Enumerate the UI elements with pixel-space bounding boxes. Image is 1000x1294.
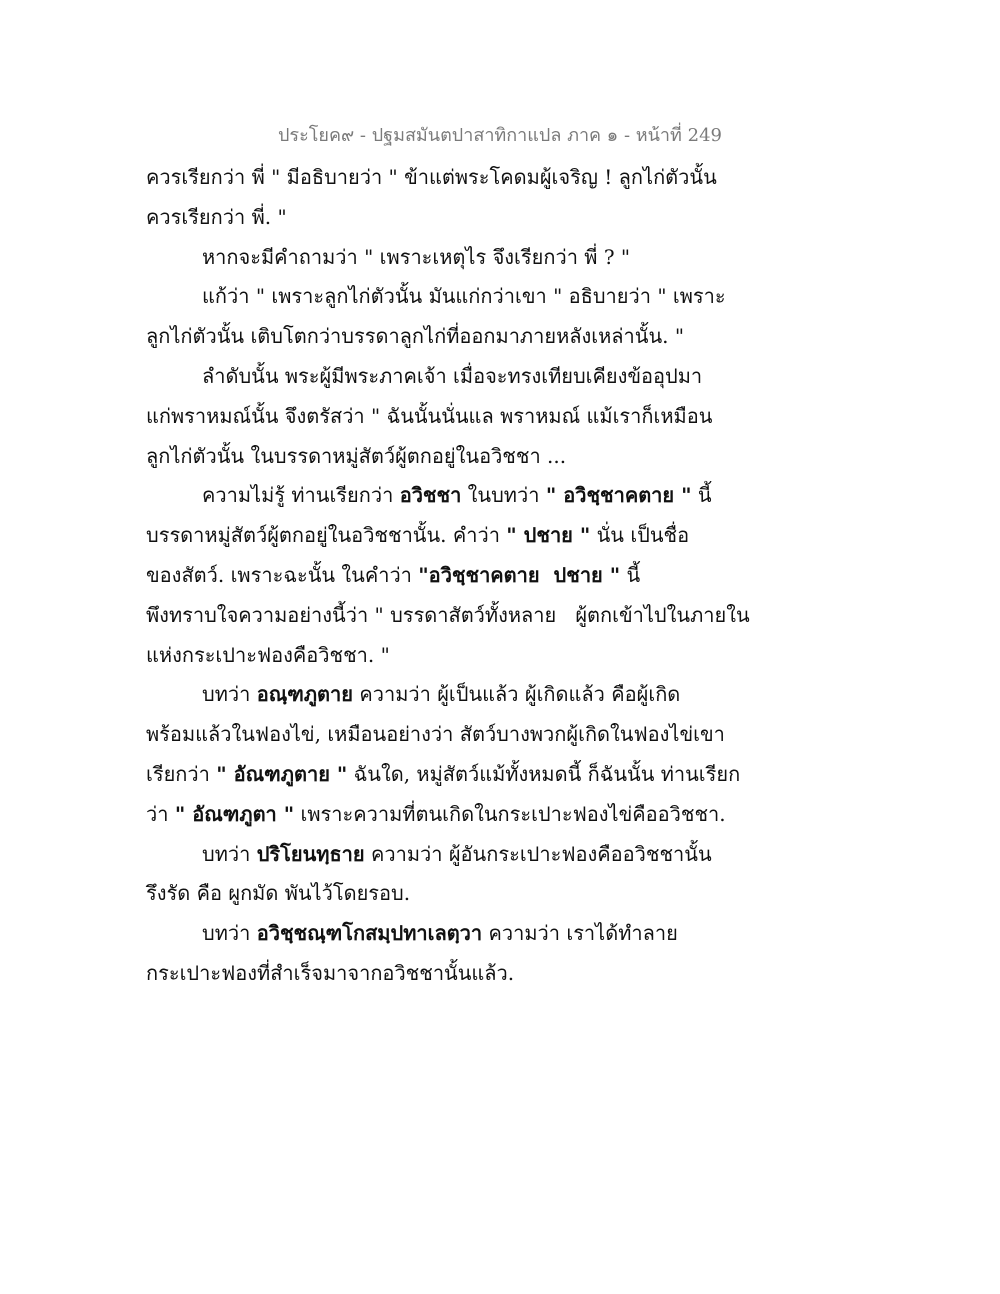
text-segment: ในบทว่า	[461, 483, 546, 508]
text-segment: พร้อมแล้วในฟองไข่, เหมือนอย่างว่า สัตว์บางพวกผู้เกิดในฟองไข่เขา	[146, 722, 725, 747]
text-segment: ของสัตว์. เพราะฉะนั้น ในคำว่า	[146, 562, 419, 587]
bold-term: อณฺฑภูตาย	[256, 682, 353, 707]
text-segment: นั่น เป็นชื่อ	[590, 523, 690, 548]
text-segment: ความว่า ผู้อันกระเปาะฟองคืออวิชชานั้น	[364, 841, 712, 866]
text-line	[146, 556, 866, 596]
text-segment: นี้	[620, 562, 641, 587]
text-line	[146, 795, 866, 835]
text-line	[146, 755, 866, 795]
text-line	[146, 437, 866, 477]
text-segment: ลูกไก่ตัวนั้น ในบรรดาหมู่สัตว์ผู้ตกอยู่ในอวิชชา ...	[146, 443, 567, 468]
bold-term: " อวิชฺชาคตาย "	[545, 483, 692, 508]
text-line	[146, 954, 866, 994]
bold-term: อวิชฺชณฺฑโกสมฺปทาเลตฺวา	[256, 921, 483, 946]
text-segment: แก้ว่า " เพราะลูกไก่ตัวนั้น มันแก่กว่าเขา " อธิบายว่า " เพราะ	[202, 284, 726, 309]
text-line	[146, 675, 866, 715]
text-segment: บรรดาหมู่สัตว์ผู้ตกอยู่ในอวิชชานั้น. คำว่า	[146, 523, 507, 548]
bold-term: " อัณฑภูตาย "	[216, 761, 348, 786]
text-segment: แห่งกระเปาะฟองคือวิชชา. "	[146, 642, 390, 667]
running-header: ประโยค๙ - ปฐมสมันตปาสาทิกาแปล ภาค ๑ - หน้าที่ 249	[278, 125, 722, 146]
text-segment: ว่า	[146, 801, 175, 826]
text-line	[146, 277, 866, 317]
text-segment: รึงรัด คือ ผูกมัด พันไว้โดยรอบ.	[146, 881, 411, 906]
text-segment: บทว่า	[202, 921, 257, 946]
text-segment: ความว่า ผู้เป็นแล้ว ผู้เกิดแล้ว คือผู้เกิด	[353, 682, 681, 707]
text-line	[146, 835, 866, 875]
text-segment: ลำดับนั้น พระผู้มีพระภาคเจ้า เมื่อจะทรงเทียบเคียงข้ออุปมา	[202, 363, 703, 388]
bold-term: " ปชาย "	[506, 523, 591, 548]
text-line	[146, 397, 866, 437]
bold-term: " อัณฑภูตา "	[174, 801, 295, 826]
text-line	[146, 874, 866, 914]
text-segment: เพราะความที่ตนเกิดในกระเปาะฟองไข่คืออวิชชา.	[294, 801, 726, 826]
bold-term: "อวิชฺชาคตาย ปชาย "	[418, 562, 621, 587]
text-segment: ความว่า เราได้ทำลาย	[482, 921, 678, 946]
text-segment: บทว่า	[202, 841, 257, 866]
text-segment: ควรเรียกว่า พี่ " มีอธิบายว่า " ข้าแต่พระโคดมผู้เจริญ ! ลูกไก่ตัวนั้น	[146, 165, 717, 189]
text-segment: แก่พราหมณ์นั้น จึงตรัสว่า " ฉันนั้นนั่นแล พราหมณ์ แม้เราก็เหมือน	[146, 403, 713, 428]
text-segment: เรียกว่า	[146, 761, 217, 786]
text-segment: ควรเรียกว่า พี่. "	[146, 204, 287, 229]
text-line	[146, 238, 866, 278]
bold-term: อวิชชา	[399, 483, 462, 508]
text-line	[146, 158, 866, 198]
body-text	[146, 158, 866, 994]
text-line	[146, 198, 866, 238]
text-line	[146, 715, 866, 755]
text-line	[146, 636, 866, 676]
text-segment: ลูกไก่ตัวนั้น เติบโตกว่าบรรดาลูกไก่ที่ออกมาภายหลังเหล่านั้น. "	[146, 324, 685, 349]
text-segment: กระเปาะฟองที่สำเร็จมาจากอวิชชานั้นแล้ว.	[146, 960, 515, 985]
text-segment: ความไม่รู้ ท่านเรียกว่า	[202, 483, 400, 508]
text-segment: พึงทราบใจความอย่างนี้ว่า " บรรดาสัตว์ทั้งหลาย ผู้ตกเข้าไปในภายใน	[146, 602, 750, 627]
text-line	[146, 317, 866, 357]
text-line	[146, 516, 866, 556]
text-line	[146, 596, 866, 636]
bold-term: ปริโยนทฺธาย	[256, 841, 365, 866]
text-segment: หากจะมีคำถามว่า " เพราะเหตุไร จึงเรียกว่า พี่ ? "	[202, 244, 631, 269]
text-segment: ฉันใด, หมู่สัตว์แม้ทั้งหมดนี้ ก็ฉันนั้น ท่านเรียก	[347, 761, 741, 786]
text-line	[146, 914, 866, 954]
text-line	[146, 357, 866, 397]
text-segment: นี้	[691, 483, 712, 508]
text-segment: บทว่า	[202, 682, 257, 707]
text-line	[146, 476, 866, 516]
